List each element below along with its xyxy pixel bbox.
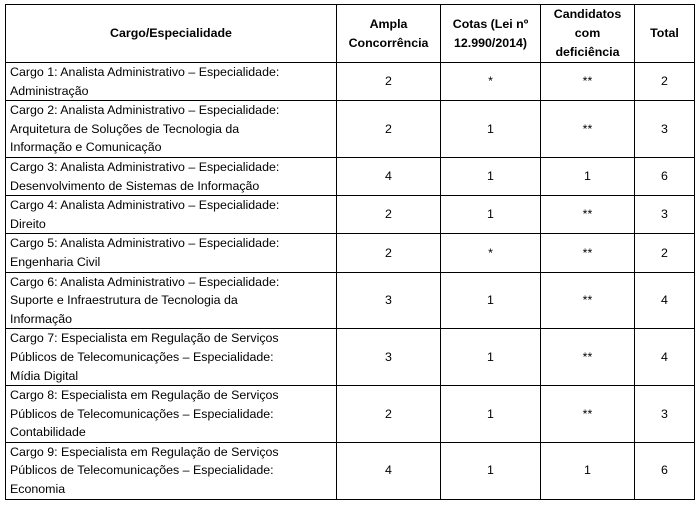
pcd-cell: ** <box>541 63 635 101</box>
total-cell: 6 <box>635 442 695 499</box>
total-cell: 3 <box>635 196 695 234</box>
ampla-cell: 2 <box>337 234 441 272</box>
cargo-cell: Cargo 8: Especialista em Regulação de Serviços Públicos de Telecomunicações – Especialidade: Contabilidade <box>6 386 337 443</box>
ampla-cell: 3 <box>337 272 441 329</box>
table-row <box>6 63 695 101</box>
cotas-cell: 1 <box>441 196 541 234</box>
cotas-cell: * <box>441 234 541 272</box>
cargo-cell: Cargo 5: Analista Administrativo – Especialidade: Engenharia Civil <box>6 234 337 272</box>
table-row <box>6 272 695 329</box>
total-cell: 3 <box>635 386 695 443</box>
cotas-cell: 1 <box>441 157 541 195</box>
ampla-cell: 2 <box>337 386 441 443</box>
cotas-cell: 1 <box>441 329 541 386</box>
ampla-cell: 2 <box>337 101 441 158</box>
cotas-cell: 1 <box>441 442 541 499</box>
header-cargo: Cargo/Especialidade <box>6 5 337 63</box>
header-total: Total <box>635 5 695 63</box>
ampla-cell: 3 <box>337 329 441 386</box>
table-row <box>6 329 695 386</box>
cotas-cell: 1 <box>441 386 541 443</box>
table-row <box>6 386 695 443</box>
table-row <box>6 442 695 499</box>
pcd-cell: 1 <box>541 157 635 195</box>
ampla-cell: 2 <box>337 63 441 101</box>
cotas-cell: 1 <box>441 101 541 158</box>
table-row <box>6 101 695 158</box>
pcd-cell: ** <box>541 234 635 272</box>
table-row <box>6 157 695 195</box>
ampla-cell: 4 <box>337 442 441 499</box>
cargo-cell: Cargo 2: Analista Administrativo – Especialidade: Arquitetura de Soluções de Tecnologia da Informação e Comunicação <box>6 101 337 158</box>
pcd-cell: ** <box>541 272 635 329</box>
cargo-cell: Cargo 4: Analista Administrativo – Especialidade: Direito <box>6 196 337 234</box>
total-cell: 3 <box>635 101 695 158</box>
pcd-cell: ** <box>541 196 635 234</box>
header-candidatos-deficiencia: Candidatos com deficiência <box>541 5 635 63</box>
pcd-cell: ** <box>541 386 635 443</box>
total-cell: 6 <box>635 157 695 195</box>
ampla-cell: 4 <box>337 157 441 195</box>
total-cell: 4 <box>635 329 695 386</box>
pcd-cell: 1 <box>541 442 635 499</box>
cargo-cell: Cargo 3: Analista Administrativo – Especialidade: Desenvolvimento de Sistemas de Informação <box>6 157 337 195</box>
cargo-cell: Cargo 1: Analista Administrativo – Especialidade: Administração <box>6 63 337 101</box>
header-ampla-concorrencia: Ampla Concorrência <box>337 5 441 63</box>
pcd-cell: ** <box>541 101 635 158</box>
table-header-row <box>6 5 695 63</box>
cargo-cell: Cargo 6: Analista Administrativo – Especialidade: Suporte e Infraestrutura de Tecnologia da Informação <box>6 272 337 329</box>
cotas-cell: * <box>441 63 541 101</box>
header-cotas: Cotas (Lei nº 12.990/2014) <box>441 5 541 63</box>
pcd-cell: ** <box>541 329 635 386</box>
table-row <box>6 234 695 272</box>
total-cell: 2 <box>635 234 695 272</box>
cargo-cell: Cargo 9: Especialista em Regulação de Serviços Públicos de Telecomunicações – Especialidade: Economia <box>6 442 337 499</box>
vacancies-table <box>5 4 695 500</box>
ampla-cell: 2 <box>337 196 441 234</box>
cotas-cell: 1 <box>441 272 541 329</box>
table-row <box>6 196 695 234</box>
total-cell: 4 <box>635 272 695 329</box>
total-cell: 2 <box>635 63 695 101</box>
cargo-cell: Cargo 7: Especialista em Regulação de Serviços Públicos de Telecomunicações – Especialidade: Mídia Digital <box>6 329 337 386</box>
